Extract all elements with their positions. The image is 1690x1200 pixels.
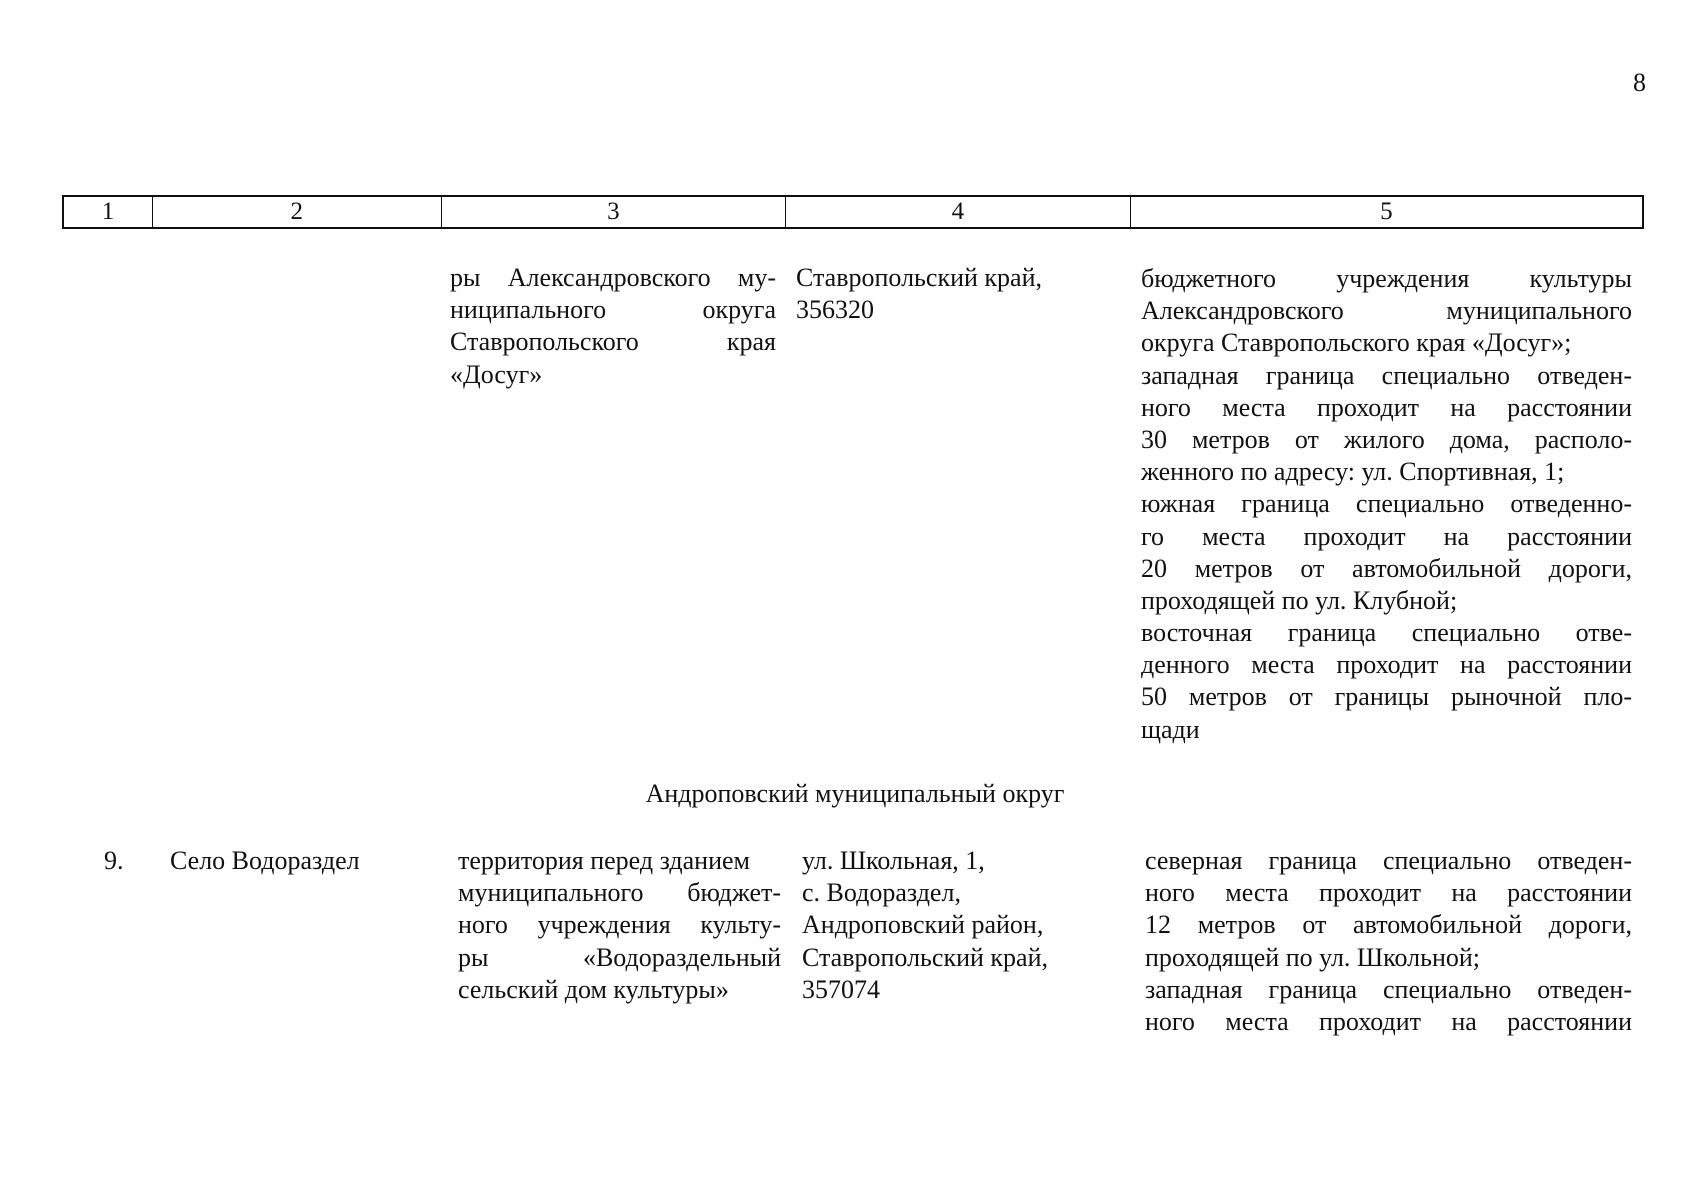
text-line: Ставропольский край, (802, 942, 1048, 972)
text-line: бюджетного учреждения культуры (1141, 264, 1632, 293)
text-line: ного места проходит на расстоянии (1145, 1006, 1632, 1036)
text-line: 12 метров от автомобильной дороги, (1145, 910, 1632, 940)
page-number: 8 (1633, 68, 1646, 97)
text-line: муниципального бюджет- (458, 878, 781, 908)
text-line: 356320 (796, 295, 874, 325)
continued-location-description (450, 262, 776, 391)
address (802, 845, 1102, 1006)
text-line: «Досуг» (450, 359, 543, 389)
text-line: ул. Школьная, 1, (802, 846, 985, 875)
text-line: проходящей по ул. Школьной; (1145, 942, 1481, 972)
text-line: Александровского муниципального (1141, 296, 1632, 326)
text-line: денного места проходит на расстоянии (1141, 650, 1632, 680)
column-number-header (62, 195, 1644, 229)
column-number-2: 2 (153, 197, 442, 227)
text-line: сельский дом культуры» (458, 974, 729, 1004)
section-heading: Андроповский муниципальный округ (645, 779, 1065, 808)
text-line: ры Александровского му- (450, 263, 776, 292)
column-number-1: 1 (64, 197, 153, 227)
text-line: ного учреждения культу- (458, 910, 781, 940)
text-line: западная граница специально отведен- (1145, 974, 1632, 1004)
text-line: с. Водораздел, (802, 878, 961, 908)
column-number-5: 5 (1380, 198, 1393, 225)
text-line: Андроповский район, (802, 910, 1044, 940)
text-line: 30 метров от жилого дома, располо- (1141, 424, 1632, 454)
continued-boundaries (1141, 263, 1632, 746)
boundaries-description (1145, 845, 1632, 1038)
text-line: округа Ставропольского края «Досуг»; (1141, 328, 1572, 358)
row-number: 9. (104, 846, 124, 875)
settlement-name: Село Водораздел (170, 846, 360, 875)
text-line: ниципального округа (450, 295, 776, 325)
text-line: женного по адресу: ул. Спортивная, 1; (1141, 457, 1565, 487)
text-line: северная граница специально отведен- (1145, 846, 1632, 875)
location-description (458, 845, 781, 1006)
text-line: западная граница специально отведен- (1141, 360, 1632, 390)
text-line: проходящей по ул. Клубной; (1141, 585, 1458, 615)
continued-address (796, 262, 1096, 326)
text-line: 20 метров от автомобильной дороги, (1141, 553, 1632, 583)
text-line: го места проходит на расстоянии (1141, 521, 1632, 551)
text-line: ры «Водораздельный (458, 942, 781, 972)
text-line: щади (1141, 714, 1200, 744)
column-number-4: 4 (786, 197, 1131, 227)
text-line: Ставропольский край, (796, 263, 1042, 292)
text-line: Ставропольского края (450, 327, 776, 357)
text-line: 50 метров от границы рыночной пло- (1141, 682, 1632, 712)
text-line: восточная граница специально отве- (1141, 618, 1632, 648)
text-line: территория перед зданием (458, 846, 750, 875)
text-line: ного места проходит на расстоянии (1145, 878, 1632, 908)
column-number-3: 3 (442, 197, 787, 227)
text-line: ного места проходит на расстоянии (1141, 392, 1632, 422)
text-line: 357074 (802, 974, 880, 1004)
text-line: южная граница специально отведенно- (1141, 489, 1632, 519)
